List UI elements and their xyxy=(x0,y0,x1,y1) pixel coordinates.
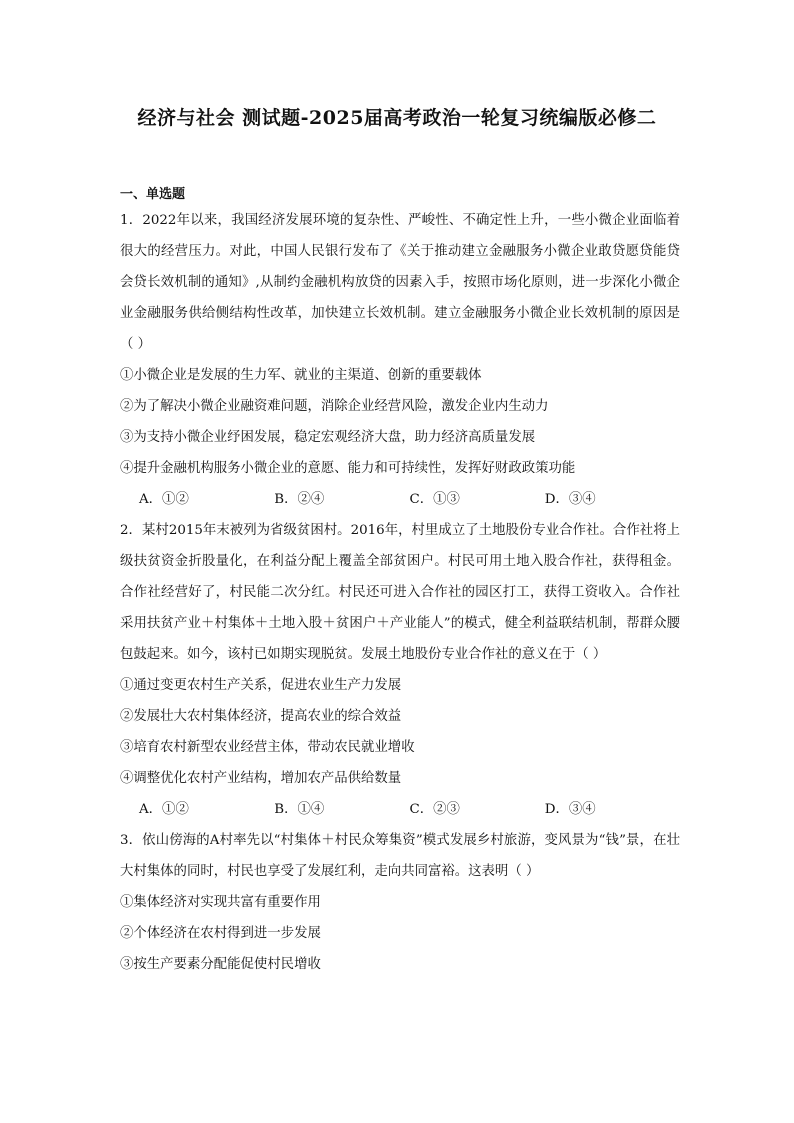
statement-option: ①集体经济对实现共富有重要作用 xyxy=(120,895,321,910)
answer-choices xyxy=(120,794,680,825)
statement-option: ③培育农村新型农业经营主体，带动农民就业增收 xyxy=(120,740,415,755)
statement-option: ①小微企业是发展的生力军、就业的主渠道、创新的重要载体 xyxy=(120,368,482,383)
statement-option: ②发展壮大农村集体经济，提高农业的综合效益 xyxy=(120,709,402,724)
statement-option: ①通过变更农村生产关系，促进农业生产力发展 xyxy=(120,678,402,693)
section-heading: 一、单选题 xyxy=(120,187,186,202)
statement-option: ④调整优化农村产业结构，增加农产品供给数量 xyxy=(120,771,402,786)
choice-d[interactable]: D．③④ xyxy=(544,802,596,817)
question-stem: 2．某村2015年末被列为省级贫困村。2016年，村里成立了土地股份专业合作社。合作社将上级扶贫资金折股量化，在利益分配上覆盖全部贫困户。村民可用土地入股合作社，获得租金。合作社经营好了，村民能二次分红。村民还可进入合作社的园区打工，获得工资收入。合作社采用扶贫产业＋村集体＋土地入股＋贫困户＋产业能人”的模式，健全利益联结机制，帮群众腰包鼓起来。如今，该村已如期实现脱贫。发展土地股份专业合作社的意义在于（ ） xyxy=(120,523,680,662)
choice-c[interactable]: C．①③ xyxy=(409,492,460,507)
choice-b[interactable]: B．①④ xyxy=(274,802,325,817)
question-stem: 1．2022年以来，我国经济发展环境的复杂性、严峻性、不确定性上升，一些小微企业面临着很大的经营压力。对此，中国人民银行发布了《关于推动建立金融服务小微企业敢贷愿贷能贷会贷长效机制的通知》,从制约金融机构放贷的因素入手，按照市场化原则，进一步深化小微企业金融服务供给侧结构性改革，加快建立长效机制。建立金融服务小微企业长效机制的原因是（ ） xyxy=(120,213,680,352)
answer-choices xyxy=(120,484,680,515)
choice-d[interactable]: D．③④ xyxy=(544,492,596,507)
question-2 xyxy=(120,515,680,825)
choice-b[interactable]: B．②④ xyxy=(274,492,325,507)
statement-option: ④提升金融机构服务小微企业的意愿、能力和可持续性，发挥好财政政策功能 xyxy=(120,461,576,476)
statement-option: ②个体经济在农村得到进一步发展 xyxy=(120,926,321,941)
question-1 xyxy=(120,205,680,515)
statement-option: ②为了解决小微企业融资难问题，消除企业经营风险，激发企业内生动力 xyxy=(120,399,549,414)
statement-option: ③为支持小微企业纾困发展，稳定宏观经济大盘，助力经济高质量发展 xyxy=(120,430,536,445)
choice-c[interactable]: C．②③ xyxy=(409,802,460,817)
page-title: 经济与社会 测试题-2025届高考政治一轮复习统编版必修二 xyxy=(137,107,657,129)
question-3 xyxy=(120,825,680,980)
statement-option: ③按生产要素分配能促使村民增收 xyxy=(120,957,321,972)
choice-a[interactable]: A．①② xyxy=(139,802,189,817)
choice-a[interactable]: A．①② xyxy=(139,492,189,507)
question-stem: 3．依山傍海的A村率先以“村集体＋村民众筹集资”模式发展乡村旅游，变风景为“钱”景，在壮大村集体的同时，村民也享受了发展红利，走向共同富裕。这表明（ ） xyxy=(120,833,680,879)
question-list xyxy=(120,205,680,980)
